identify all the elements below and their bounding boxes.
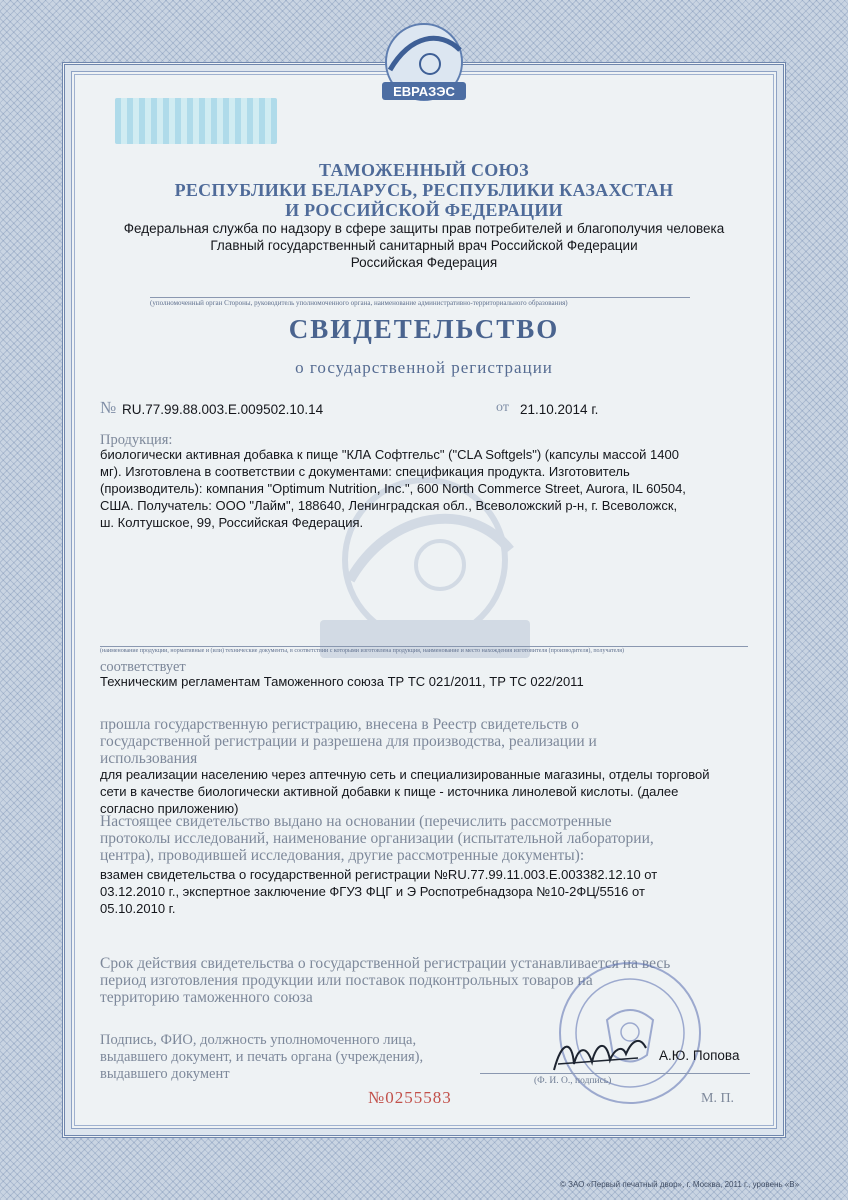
authority-caption: (уполномоченный орган Стороны, руководитель уполномоченного органа, наименование административно-территориального образования) <box>150 297 690 307</box>
basis-label-line: протоколы исследований, наименование организации (испытательной лаборатории, <box>100 830 654 847</box>
basis-line: 05.10.2010 г. <box>100 901 176 916</box>
certificate-subtitle: о государственной регистрации <box>295 358 553 377</box>
header-line-1: ТАМОЖЕННЫЙ СОЮЗ <box>319 160 529 180</box>
product-line: (производитель): компания "Optimum Nutrition, Inc.", 600 North Commerce Street, Aurora, IL 60504, <box>100 481 686 496</box>
certificate-title: СВИДЕТЕЛЬСТВО <box>288 314 560 344</box>
header-line-2: РЕСПУБЛИКИ БЕЛАРУСЬ, РЕСПУБЛИКИ КАЗАХСТАН <box>174 180 674 200</box>
usage-line: сети в качестве биологически активной добавки к пище - источника линолевой кислоты. (далее <box>100 784 679 799</box>
passed-line: использования <box>100 750 198 767</box>
product-line: биологически активная добавка к пище "КЛА Софтгельс" ("CLA Softgels") (капсулы массой 1400 <box>100 447 679 462</box>
stamp-mark: М. П. <box>701 1091 735 1106</box>
authority-line-1: Федеральная служба по надзору в сфере защиты прав потребителей и благополучия человека <box>123 221 725 236</box>
signatory-name: А.Ю. Попова <box>659 1048 740 1063</box>
basis-label-line: центра), проводившей исследования, другие рассмотренные документы): <box>100 847 585 864</box>
product-line: США. Получатель: ООО "Лайм", 188640, Ленинградская обл., Всеволожский р-н, г. Всеволожск, <box>100 498 678 513</box>
validity-line: период изготовления продукции или поставок подконтрольных товаров на <box>100 972 593 989</box>
usage-line: для реализации населению через аптечную сеть и специализированные магазины, отделы торговой <box>100 767 710 782</box>
passed-line: государственной регистрации и разрешена для производства, реализации и <box>100 733 597 750</box>
product-label: Продукция: <box>100 432 173 448</box>
conformity-label: соответствует <box>100 659 186 675</box>
header-line-3: И РОССИЙСКОЙ ФЕДЕРАЦИИ <box>285 200 563 220</box>
basis-label-line: Настоящее свидетельство выдано на основании (перечислить рассмотренные <box>100 813 612 830</box>
passed-line: прошла государственную регистрацию, внесена в Реестр свидетельств о <box>100 716 579 733</box>
authority-line-2: Главный государственный санитарный врач Российской Федерации <box>210 238 638 253</box>
registration-date: 21.10.2014 г. <box>520 402 599 417</box>
basis-line: 03.12.2010 г., экспертное заключение ФГУЗ ФЦГ и Э Роспотребнадзора №10-2ФЦ/5516 от <box>100 884 645 899</box>
conformity-value: Техническим регламентам Таможенного союза ТР ТС 021/2011, ТР ТС 022/2011 <box>100 674 584 689</box>
product-line: ш. Колтушское, 99, Российская Федерация. <box>100 515 364 530</box>
signature-line <box>480 1073 750 1074</box>
basis-line: взамен свидетельства о государственной регистрации №RU.77.99.11.003.Е.003382.12.10 от <box>100 867 658 882</box>
authority-line-3: Российская Федерация <box>350 255 498 270</box>
signature-caption: (Ф. И. О., подпись) <box>534 1076 612 1086</box>
number-label: № <box>100 398 117 417</box>
eurasec-emblem-icon <box>360 20 488 110</box>
hologram-strip <box>115 98 277 144</box>
signature-label-line: Подпись, ФИО, должность уполномоченного лица, <box>100 1032 417 1048</box>
printer-imprint: © ЗАО «Первый печатный двор», г. Москва, 2011 г., уровень «В» <box>560 1180 800 1189</box>
validity-line: Срок действия свидетельства о государственной регистрации устанавливается на весь <box>100 955 671 972</box>
signature-label-line: выдавшего документ <box>100 1066 230 1082</box>
signature-label-line: выдавшего документ, и печать органа (учреждения), <box>100 1049 424 1065</box>
registration-number: RU.77.99.88.003.Е.009502.10.14 <box>122 402 324 417</box>
serial-number: №0255583 <box>368 1088 452 1107</box>
emblem-text: ЕВРАЗЭС <box>393 84 455 99</box>
product-caption: (наименование продукции, нормативные и (или) технические документы, в соответствии с которыми изготовлена продукция, наименование и место нахождения изготовителя (производителя), получателя) <box>100 646 748 654</box>
product-line: мг). Изготовлена в соответствии с документами: спецификация продукта. Изготовитель <box>100 464 630 479</box>
validity-line: территорию таможенного союза <box>100 989 313 1006</box>
usage-line: согласно приложению) <box>100 801 239 816</box>
date-label: от <box>496 400 509 415</box>
